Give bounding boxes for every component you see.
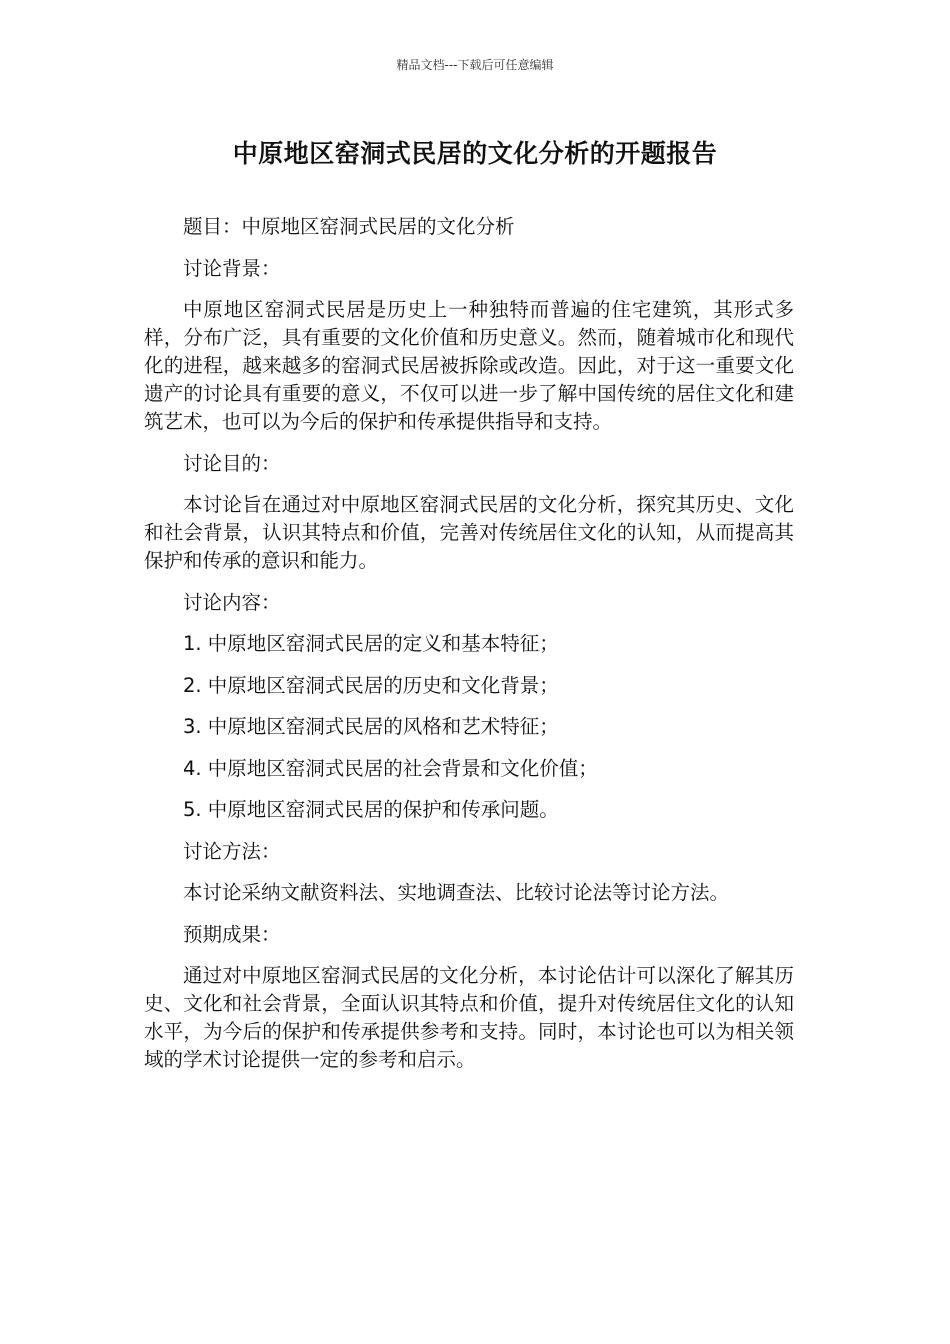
background-paragraph: 中原地区窑洞式民居是历史上一种独特而普遍的住宅建筑，其形式多样，分布广泛，具有重要的文化价值和历史意义。然而，随着城市化和现代化的进程，越来越多的窑洞式民居被拆除或改造。因此，对于这一重要文化遗产的讨论具有重要的意义，不仅可以进一步了解中国传统的居住文化和建筑艺术，也可以为今后的保护和传承提供指导和支持。 xyxy=(144,298,794,433)
topic-line: 题目：中原地区窑洞式民居的文化分析 xyxy=(183,215,515,238)
section-heading-purpose: 讨论目的： xyxy=(183,451,281,475)
content-list-item: 5. 中原地区窑洞式民居的保护和传承问题。 xyxy=(183,798,559,821)
section-heading-background: 讨论背景： xyxy=(183,256,281,280)
purpose-paragraph: 本讨论旨在通过对中原地区窑洞式民居的文化分析，探究其历史、文化和社会背景，认识其特点和价值，完善对传统居住文化的认知，从而提高其保护和传承的意识和能力。 xyxy=(144,493,794,572)
content-list-item: 2. 中原地区窑洞式民居的历史和文化背景； xyxy=(183,673,559,697)
content-list-item: 1. 中原地区窑洞式民居的定义和基本特征； xyxy=(183,632,559,655)
method-paragraph: 本讨论采纳文献资料法、实地调查法、比较讨论法等讨论方法。 xyxy=(183,881,730,904)
document-title: 中原地区窑洞式民居的文化分析的开题报告 xyxy=(232,139,718,168)
content-list-item: 3. 中原地区窑洞式民居的风格和艺术特征； xyxy=(183,715,559,738)
section-heading-results: 预期成果： xyxy=(183,922,281,946)
section-heading-method: 讨论方法： xyxy=(183,839,281,863)
document-body xyxy=(144,213,794,1074)
page-header-note: 精品文档---下载后可任意编辑 xyxy=(396,58,554,72)
section-heading-content: 讨论内容： xyxy=(183,590,281,614)
results-paragraph: 通过对中原地区窑洞式民居的文化分析，本讨论估计可以深化了解其历史、文化和社会背景，全面认识其特点和价值，提升对传统居住文化的认知水平，为今后的保护和传承提供参考和支持。同时，本讨论也可以为相关领域的学术讨论提供一定的参考和启示。 xyxy=(144,964,794,1071)
content-list-item: 4. 中原地区窑洞式民居的社会背景和文化价值； xyxy=(183,756,598,780)
